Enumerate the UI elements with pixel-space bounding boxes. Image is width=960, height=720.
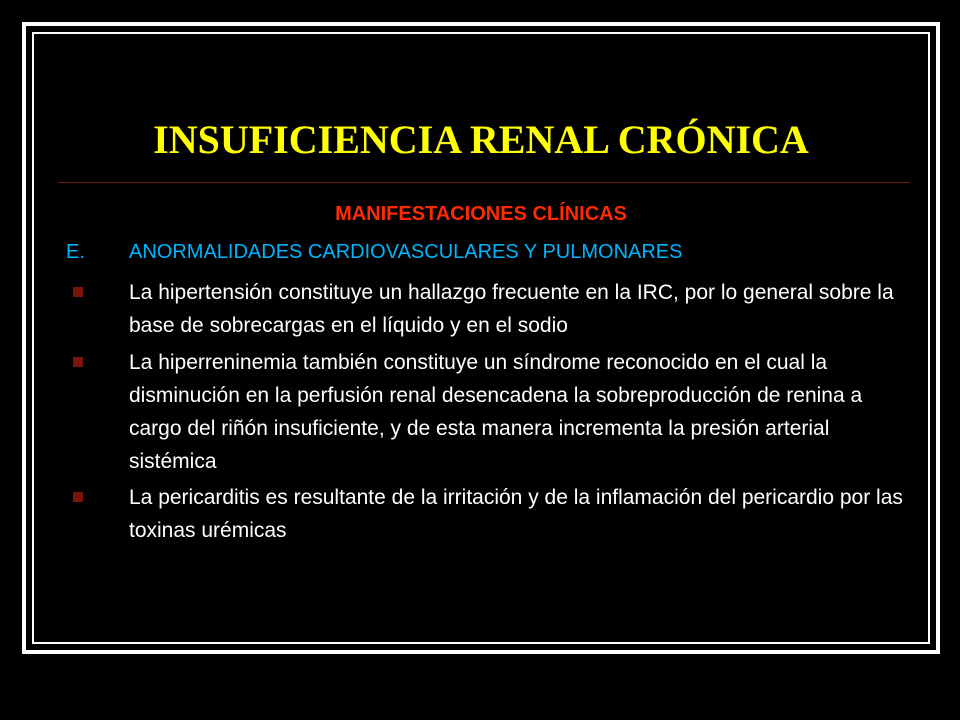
bullet-item — [129, 276, 909, 342]
title-divider — [58, 182, 910, 183]
bullet-item — [129, 481, 909, 547]
bullet-text: La hipertensión constituye un hallazgo frecuente en la IRC, por lo general sobre la base de sobrecargas en el líquido y en el sodio — [129, 281, 894, 337]
square-bullet-icon — [73, 287, 83, 297]
slide-title: INSUFICIENCIA RENAL CRÓNICA — [153, 117, 809, 162]
bullet-text: La pericarditis es resultante de la irritación y de la inflamación del pericardio por las toxinas urémicas — [129, 486, 903, 542]
bullet-text: La hiperreninemia también constituye un síndrome reconocido en el cual la disminución en la perfusión renal desencadena la sobreproducción de renina a cargo del riñón insuficiente, y de esta manera incrementa la presión arterial sistémica — [129, 351, 863, 473]
section-heading-text: ANORMALIDADES CARDIOVASCULARES Y PULMONARES — [129, 241, 683, 263]
bullet-item — [129, 346, 909, 478]
section-marker: E. — [66, 241, 85, 263]
square-bullet-icon — [73, 492, 83, 502]
square-bullet-icon — [73, 357, 83, 367]
section-heading — [66, 238, 906, 268]
slide-subtitle: MANIFESTACIONES CLÍNICAS — [335, 203, 627, 225]
